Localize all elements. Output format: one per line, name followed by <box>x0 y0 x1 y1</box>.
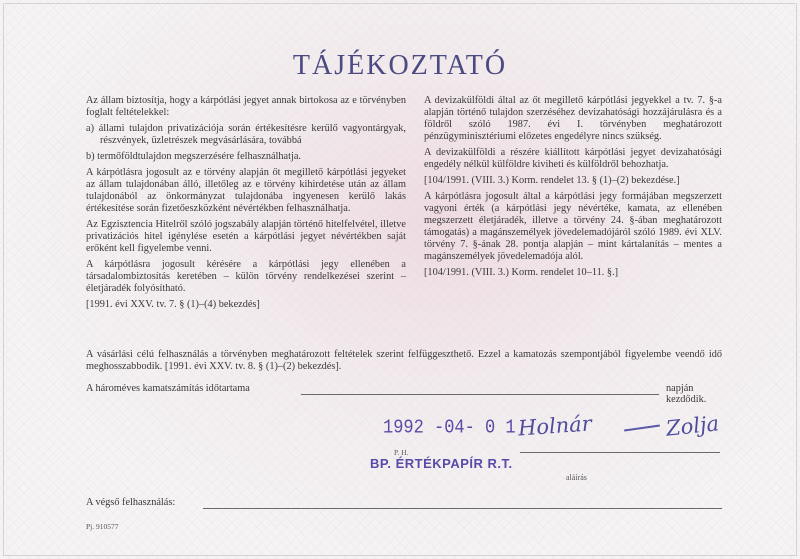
ph-label: P. H. <box>394 448 409 457</box>
left-paragraph-annuity: A kárpótlásra jogosult kérésére a kárpótlási jegy ellenében a társadalombiztosítás keretében – külön törvény rendelkezései szerint – életjáradék folyósítható. <box>86 259 406 294</box>
interest-period-suffix: napján kezdődik. <box>666 383 707 405</box>
right-paragraph-foreign: A devizakülföldi által az őt megillető kárpótlási jegyekkel a tv. 7. §-a alapján történő tulajdon szerzéséhez devizahatósági hozzájárulásra és a földről szóló 1987. évi I. törvényben meghatározott pénzügyminisztériumi előzetes engedélyre nincs szükség. <box>424 95 722 142</box>
right-paragraph-export: A devizakülföldi a részére kiállított kárpótlási jegyet devizahatósági engedély nélkül külföldre kiviheti és külföldről behozhatja. <box>424 147 722 170</box>
final-use-row <box>86 497 722 511</box>
signature-1: Holnár <box>517 411 593 441</box>
left-item-b: b) termőföldtulajdon megszerzésére felhasználhatja. <box>86 151 301 162</box>
interest-period-blank <box>301 394 659 395</box>
company-stamp: BP. ÉRTÉKPAPÍR R.T. <box>370 456 513 471</box>
final-use-label: A végső felhasználás: <box>86 497 176 508</box>
left-column <box>86 95 406 315</box>
final-use-blank <box>203 508 722 509</box>
left-paragraph-housing: A kárpótlásra jogosult az e törvény alapján őt megillető kárpótlási jegyeket az állam tulajdonában álló, illetőleg az e törvény kihirdetése után az állam tulajdonából az önkormányzat tulajdonába ingyenesen kerülő lakás értékesítése során fizetőeszközként névértékben felhasználhatja. <box>86 167 406 214</box>
left-paragraph-intro: Az állam biztosítja, hogy a kárpótlási jegyet annak birtokosa az e törvényben foglalt feltételekkel: <box>86 95 406 118</box>
signature-2: Zolja <box>664 411 721 441</box>
right-citation-1: [104/1991. (VIII. 3.) Korm. rendelet 13. § (1)–(2) bekezdése.] <box>424 175 680 186</box>
signature-label: aláírás <box>566 473 587 482</box>
right-column <box>424 95 722 283</box>
left-item-a: a) állami tulajdon privatizációja során értékesítésre kerülő vagyontárgyak, részvények, üzletrészek megvásárlására, továbbá <box>86 123 406 146</box>
interest-period-label: A hároméves kamatszámítás időtartama <box>86 383 250 394</box>
suspension-paragraph: A vásárlási célú felhasználás a törvényben meghatározott feltételek szerint felfüggeszthető. Ezzel a kamatozás szempontjából figyelembe veendő idő meghosszabbodik. [1991. évi XXV. tv. 8. § (1)–(2) bekezdés]. <box>86 349 722 372</box>
right-paragraph-tax: A kárpótlásra jogosult által a kárpótlási jegy formájában megszerzett vagyoni érték (a kárpótlási jegy névértéke, kamata, az ellenében megszerzett életjáradék, illetve a törvény 24. §-ában meghatározott támogatás) a magánszemélyek jövedelemadójáról szóló 1989. évi XLV. törvény 7. §-ának 28. pontja alapján – mint kártalanítás – mentes a magánszemélyek jövedelemadója alól. <box>424 191 722 262</box>
left-paragraph-credit: Az Egzisztencia Hitelről szóló jogszabály alapján történő hitelfelvétel, illetve privatizációs hitel igénylése esetén a kárpótlási jegyet névértékben saját erőként kell figyelembe venni. <box>86 219 406 254</box>
interest-period-row <box>86 383 722 405</box>
left-citation: [1991. évi XXV. tv. 7. § (1)–(4) bekezdés] <box>86 299 260 310</box>
signature-line <box>520 452 720 453</box>
document-title: TÁJÉKOZTATÓ <box>292 50 508 81</box>
serial-number: Pj. 910577 <box>86 522 119 531</box>
right-citation-2: [104/1991. (VIII. 3.) Korm. rendelet 10–11. §.] <box>424 267 619 278</box>
date-stamp: 1992 -04- 0 1 <box>383 417 516 440</box>
